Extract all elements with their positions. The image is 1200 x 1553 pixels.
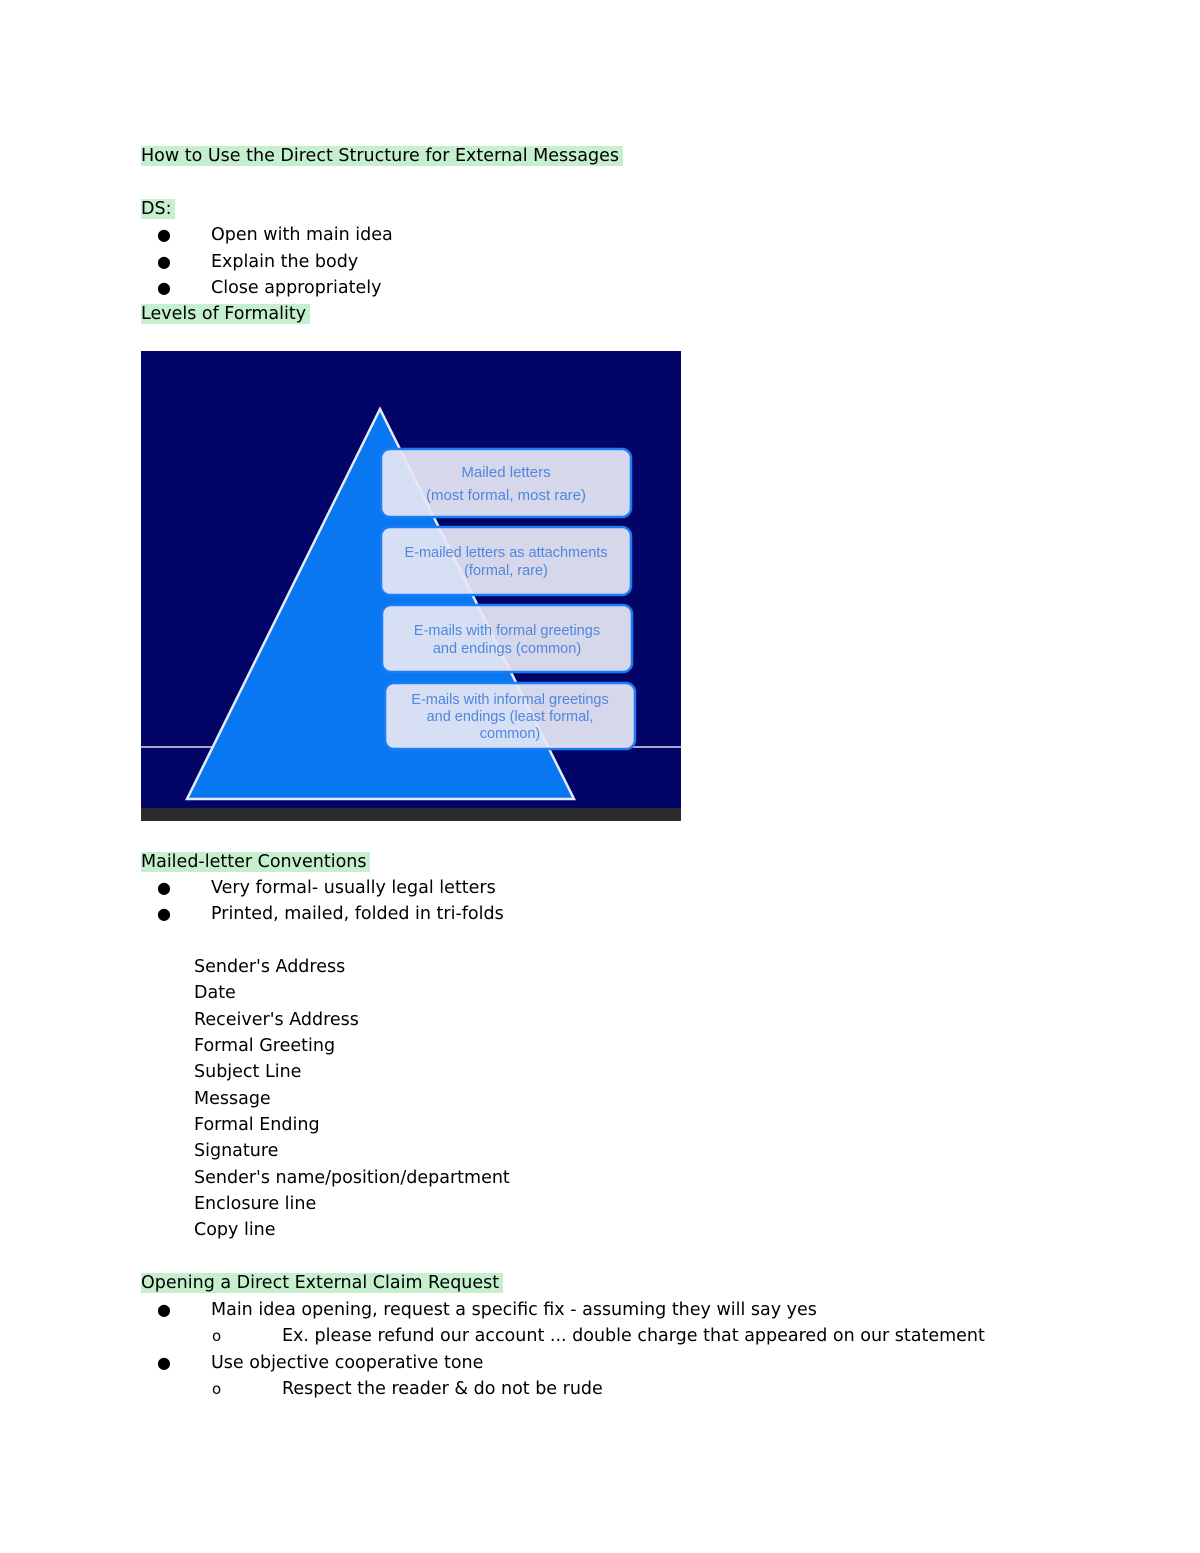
letter-part: Subject Line (194, 1062, 302, 1082)
letter-part: Date (194, 983, 236, 1003)
letter-part: Sender's Address (194, 957, 346, 977)
bullet-icon: ● (157, 1300, 171, 1319)
letter-part: Receiver's Address (194, 1010, 359, 1030)
list-item: ● Explain the body (157, 249, 358, 275)
svg-text:E-mailed letters as attachment: E-mailed letters as attachments (404, 545, 608, 561)
bottom-bar (141, 808, 681, 821)
svg-text:E-mails with formal greetings: E-mails with formal greetings (413, 623, 601, 639)
svg-text:and endings (common): and endings (common) (432, 641, 582, 657)
levels-heading: Levels of Formality (141, 301, 310, 327)
letter-part: Enclosure line (194, 1194, 317, 1214)
list-item: ● Close appropriately (157, 275, 381, 301)
letter-part: Sender's name/position/department (194, 1168, 510, 1188)
bullet-icon: ● (157, 878, 171, 897)
bullet-icon: ● (157, 278, 171, 297)
sub-list-item: o Respect the reader & do not be rude (212, 1376, 603, 1402)
list-item: ● Main idea opening, request a specific fix - assuming they will say yes (157, 1297, 817, 1323)
list-item: ● Very formal- usually legal letters (157, 875, 496, 901)
pyramid-box-2 (381, 527, 631, 595)
bullet-icon: ● (157, 225, 171, 244)
svg-text:and endings (least formal,: and endings (least formal, (426, 709, 594, 725)
pyramid-box-4 (385, 683, 635, 749)
ds-heading: DS: (141, 196, 175, 222)
hollow-bullet-icon: o (212, 1380, 222, 1398)
claim-heading: Opening a Direct External Claim Request (141, 1270, 503, 1296)
list-item: ● Use objective cooperative tone (157, 1350, 483, 1376)
svg-text:common): common) (479, 726, 541, 742)
formality-pyramid-diagram (141, 351, 681, 821)
svg-text:E-mails with informal greeting: E-mails with informal greetings (411, 692, 609, 708)
pyramid-box-3 (382, 605, 632, 672)
letter-part: Signature (194, 1141, 279, 1161)
pyramid-box-1 (381, 449, 631, 517)
bullet-icon: ● (157, 1353, 171, 1372)
sub-list-item: o Ex. please refund our account ... double charge that appeared on our statement (212, 1323, 985, 1349)
letter-part: Message (194, 1089, 271, 1109)
letter-part: Copy line (194, 1220, 276, 1240)
list-item: ● Open with main idea (157, 222, 393, 248)
hollow-bullet-icon: o (212, 1327, 222, 1345)
svg-text:Mailed letters: Mailed letters (461, 464, 551, 481)
letter-part: Formal Ending (194, 1115, 320, 1135)
svg-text:(formal, rare): (formal, rare) (464, 563, 548, 579)
mailed-heading: Mailed-letter Conventions (141, 849, 370, 875)
bullet-icon: ● (157, 252, 171, 271)
list-item: ● Printed, mailed, folded in tri-folds (157, 901, 504, 927)
svg-text:(most formal, most rare): (most formal, most rare) (425, 487, 587, 504)
letter-part: Formal Greeting (194, 1036, 336, 1056)
bullet-icon: ● (157, 904, 171, 923)
page-title: How to Use the Direct Structure for External Messages (141, 143, 623, 169)
